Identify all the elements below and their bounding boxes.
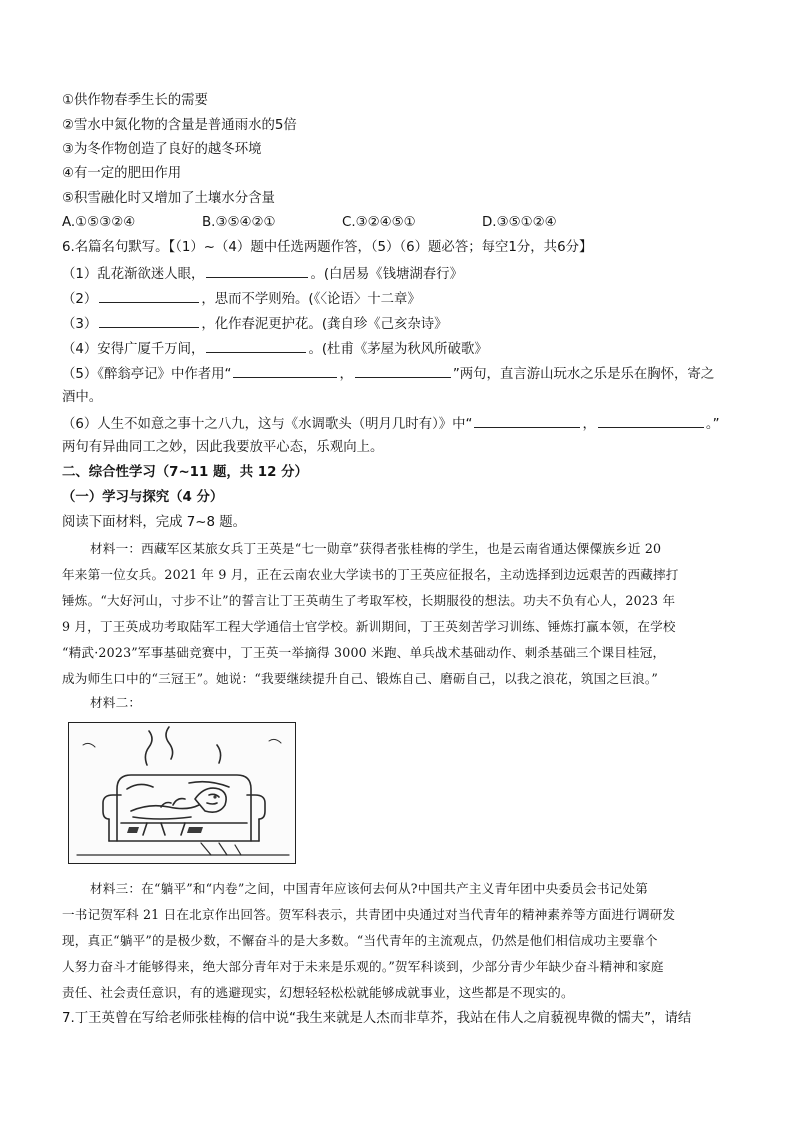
q6-item-6-continued: 两句有异曲同工之妙，因此我要放平心态，乐观向上。: [62, 440, 384, 455]
material-1-line: “精武·2023”军事基础竞赛中，丁王英一举摘得 3000 米跑、单兵战术基础动作、刺杀基础三个课目桂冠，: [62, 645, 666, 660]
q6-item-1-prefix: （1）乱花渐欲迷人眼，: [62, 267, 205, 282]
answer-blank[interactable]: [474, 414, 580, 428]
q6-item-6-prefix: （6）人生不如意之事十之八九，这与《水调歌头（明月几时有）》中“: [62, 417, 473, 432]
q6-item-4-suffix: 。(杜甫《茅屋为秋风所破歌》: [308, 342, 488, 357]
answer-blank[interactable]: [598, 414, 704, 428]
q6-item-4: [62, 339, 488, 359]
section-2-subtitle: （一）学习与探究（4 分）: [62, 490, 224, 505]
question-6-title: 6.名篇名句默写。【（1）~（4）题中任选两题作答，（5）（6）题必答；每空1分，共6分】: [62, 240, 593, 255]
choice-b[interactable]: B.③⑤④②①: [202, 215, 276, 230]
q6-item-3: [62, 314, 448, 334]
material-1-line: 9 月，丁王英成功考取陆军工程大学通信士官学校。新训期间，丁王英刻苦学习训练、锤炼打赢本领，在学校: [62, 619, 676, 634]
q6-item-5: [62, 364, 714, 384]
q6-item-6-suffix: 。”: [705, 417, 720, 432]
material-3-line: 材料三：在“躺平”和“内卷”之间，中国青年应该何去何从?中国共产主义青年团中央委员会书记处第: [90, 881, 649, 896]
q6-item-6: [62, 414, 720, 434]
answer-blank[interactable]: [206, 264, 308, 278]
material-3-line: 人努力奋斗才能够得来，绝大部分青年对于未来是乐观的。”贺军科谈到，少部分青少年缺少奋斗精神和家庭: [62, 959, 664, 974]
list-item-4: ④有一定的肥田作用: [62, 166, 182, 181]
q6-item-1: [62, 264, 463, 284]
section-2-title: 二、综合性学习（7~11 题，共 12 分）: [62, 465, 308, 480]
q6-item-5-suffix: ”两句，直言游山玩水之乐是乐在胸怀，寄之: [452, 367, 715, 382]
answer-blank[interactable]: [233, 364, 337, 378]
question-7: 7.丁王英曾在写给老师张桂梅的信中说“我生来就是人杰而非草芥，我站在伟人之肩藐视卑微的懦夫”，请结: [62, 1011, 692, 1026]
answer-blank[interactable]: [206, 339, 306, 353]
cartoon-illustration: [69, 723, 296, 864]
choice-a[interactable]: A.①⑤③②④: [62, 215, 136, 230]
list-item-1: ①供作物春季生长的需要: [62, 93, 208, 108]
q6-item-5-comma: ，: [339, 367, 353, 382]
material-1-line: 成为师生口中的“三冠王”。她说：“我要继续提升自己、锻炼自己、磨砺自己，以我之浪花，筑国之巨浪。”: [62, 671, 658, 686]
q6-item-3-suffix: ，化作春泥更护花。(龚自珍《己亥杂诗》: [201, 317, 448, 332]
q6-item-2-prefix: （2）: [62, 292, 98, 307]
list-item-3: ③为冬作物创造了良好的越冬环境: [62, 142, 262, 157]
material-1-line: 年来第一位女兵。2021 年 9 月，正在云南农业大学读书的丁王英应征报名，主动选择到边远艰苦的西藏摔打: [62, 567, 679, 582]
answer-blank[interactable]: [99, 289, 199, 303]
q6-item-2: [62, 289, 421, 309]
q6-item-5-prefix: （5）《醉翁亭记》中作者用“: [62, 367, 232, 382]
q6-item-2-suffix: ，思而不学则殆。(《〈论语〉十二章》: [201, 292, 421, 307]
material-2-cartoon: [68, 722, 296, 864]
material-1-line: 锤炼。“大好河山，寸步不让”的誓言让丁王英萌生了考取军校，长期服役的想法。功夫不负有心人，2023 年: [62, 593, 676, 608]
q6-item-5-continued: 酒中。: [62, 390, 103, 405]
material-3-line: 一书记贺军科 21 日在北京作出回答。贺军科表示，共青团中央通过对当代青年的精神素养等方面进行调研发: [62, 907, 676, 922]
answer-blank[interactable]: [99, 314, 199, 328]
choice-d[interactable]: D.③⑤①②④: [482, 215, 557, 230]
choice-c[interactable]: C.③②④⑤①: [342, 215, 416, 230]
list-item-2: ②雪水中氮化物的含量是普通雨水的5倍: [62, 118, 297, 133]
material-3-line: 责任、社会责任意识，有的逃避现实，幻想轻轻松松就能够成就事业，这些都是不现实的。: [62, 985, 574, 1000]
answer-choices: [62, 214, 622, 232]
q6-item-3-prefix: （3）: [62, 317, 98, 332]
q6-item-1-suffix: 。(白居易《钱塘湖春行》: [310, 267, 463, 282]
answer-blank[interactable]: [355, 364, 451, 378]
material-2-label: 材料二：: [90, 695, 142, 710]
q6-item-6-comma: ，: [582, 417, 596, 432]
section-2-intro: 阅读下面材料，完成 7~8 题。: [62, 515, 247, 530]
list-item-5: ⑤积雪融化时又增加了土壤水分含量: [62, 191, 275, 206]
material-3-line: 现，真正“躺平”的是极少数，不懈奋斗的是大多数。“当代青年的主流观点，仍然是他们相信成功主要靠个: [62, 933, 658, 948]
q6-item-4-prefix: （4）安得广厦千万间，: [62, 342, 205, 357]
material-1-line: 材料一：西藏军区某旅女兵丁王英是“七一勋章”获得者张桂梅的学生，也是云南省通达傈僳族乡近 20: [90, 541, 662, 556]
